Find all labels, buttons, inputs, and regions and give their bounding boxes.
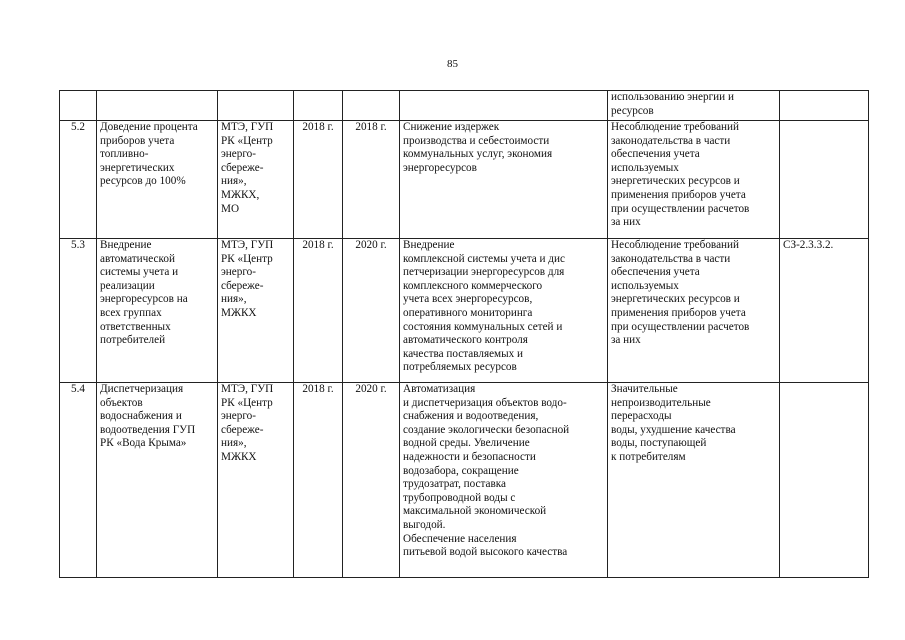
cell-executor: МТЭ, ГУП РК «Центр энерго- сбереже- ния», МЖКХ (218, 383, 294, 578)
cell-code (780, 383, 869, 578)
cell-effect: Снижение издержек производства и себестоимости коммунальных услуг, экономия энергоресурсов (400, 121, 608, 239)
cell-num: 5.2 (60, 121, 97, 239)
cell-effect (400, 91, 608, 121)
cell-end: 2018 г. (343, 121, 400, 239)
cell-risk: Несоблюдение требований законодательства в части обеспечения учета используемых энергетических ресурсов и применения приборов учета при осуществлении расчетов за них (608, 239, 780, 383)
table-row (60, 239, 869, 383)
cell-executor: МТЭ, ГУП РК «Центр энерго- сбереже- ния», МЖКХ, МО (218, 121, 294, 239)
table-row (60, 91, 869, 121)
cell-start: 2018 г. (294, 383, 343, 578)
table-row (60, 121, 869, 239)
page-number: 85 (447, 58, 458, 70)
cell-executor: МТЭ, ГУП РК «Центр энерго- сбереже- ния», МЖКХ (218, 239, 294, 383)
cell-effect: Автоматизация и диспетчеризация объектов водо- снабжения и водоотведения, создание экологически безопасной водной среды. Увеличение надежности и безопасности водозабора, сокращение трудозатрат, поставка трубопроводной воды с максимальной экономической выгодой. Обеспечение населения питьевой водой высокого качества (400, 383, 608, 578)
cell-code (780, 91, 869, 121)
cell-name: Доведение процента приборов учета топливно- энергетических ресурсов до 100% (97, 121, 218, 239)
cell-name (97, 91, 218, 121)
cell-name: Внедрение автоматической системы учета и реализации энергоресурсов на всех группах ответственных потребителей (97, 239, 218, 383)
cell-risk: Значительные непроизводительные перерасходы воды, ухудшение качества воды, поступающей к потребителям (608, 383, 780, 578)
cell-end: 2020 г. (343, 239, 400, 383)
cell-start (294, 91, 343, 121)
measures-table (59, 90, 869, 578)
cell-num: 5.4 (60, 383, 97, 578)
cell-code: СЗ-2.3.3.2. (780, 239, 869, 383)
table-row (60, 383, 869, 578)
cell-risk: использованию энергии и ресурсов (608, 91, 780, 121)
cell-effect: Внедрение комплексной системы учета и дис петчеризации энергоресурсов для комплексного коммерческого учета всех энергоресурсов, оперативного мониторинга состояния коммунальных сетей и автоматического контроля качества поставляемых и потребляемых ресурсов (400, 239, 608, 383)
cell-name: Диспетчеризация объектов водоснабжения и водоотведения ГУП РК «Вода Крыма» (97, 383, 218, 578)
cell-start: 2018 г. (294, 239, 343, 383)
cell-num (60, 91, 97, 121)
cell-executor (218, 91, 294, 121)
cell-end (343, 91, 400, 121)
cell-start: 2018 г. (294, 121, 343, 239)
cell-num: 5.3 (60, 239, 97, 383)
cell-code (780, 121, 869, 239)
cell-end: 2020 г. (343, 383, 400, 578)
cell-risk: Несоблюдение требований законодательства в части обеспечения учета используемых энергетических ресурсов и применения приборов учета при осуществлении расчетов за них (608, 121, 780, 239)
